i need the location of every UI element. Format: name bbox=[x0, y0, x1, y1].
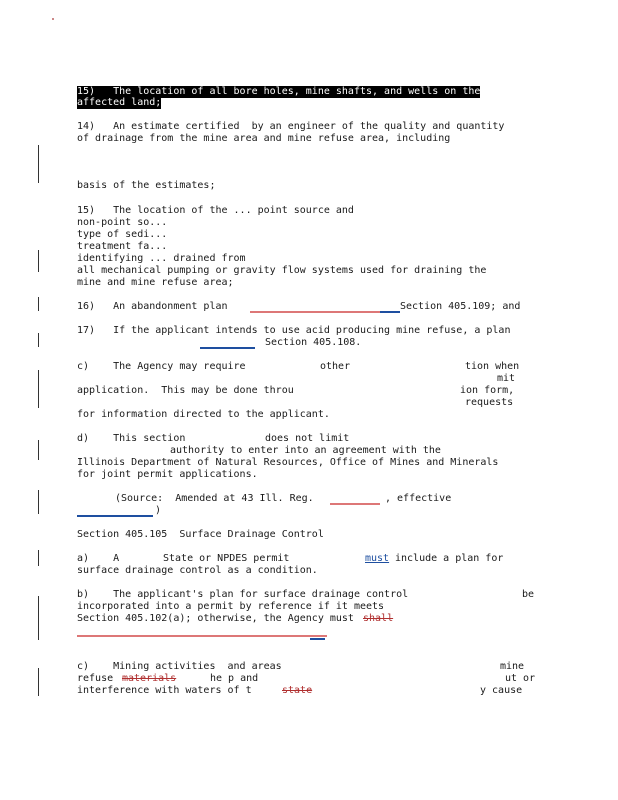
c2-line-2: refuse bbox=[77, 673, 114, 684]
inserted-text bbox=[310, 638, 325, 640]
item-13-line-2: affected land; bbox=[77, 97, 162, 108]
b-line-1: b) The applicant's plan for surface drainage control bbox=[77, 589, 409, 600]
c2-line-2c: ut or bbox=[505, 673, 536, 684]
b-line-1b: be bbox=[522, 589, 535, 600]
inserted-text bbox=[380, 311, 400, 313]
item-16-line-1: 16) An abandonment plan bbox=[77, 301, 228, 312]
scan-speck bbox=[52, 18, 54, 20]
change-bar bbox=[38, 596, 39, 640]
item-15-line-5: identifying ... drained from bbox=[77, 253, 246, 264]
item-16-line-1-end: Section 405.109; and bbox=[400, 301, 521, 312]
change-bar bbox=[38, 250, 39, 272]
item-17-line-1: 17) If the applicant intends to use acid producing mine refuse, a plan bbox=[77, 325, 511, 336]
item-13-line-1: 15) The location of all bore holes, mine shafts, and wells on the bbox=[77, 86, 481, 97]
source-line-1: (Source: Amended at 43 Ill. Reg. bbox=[115, 493, 314, 504]
c-line-1c: tion when bbox=[465, 361, 520, 372]
deleted-text bbox=[197, 635, 327, 637]
c2-line-1b: mine bbox=[500, 661, 525, 672]
a-inserted: must bbox=[365, 553, 390, 564]
d-line-3: Illinois Department of Natural Resources, Office of Mines and Minerals bbox=[77, 457, 499, 468]
change-bar bbox=[38, 370, 39, 408]
change-bar bbox=[38, 297, 39, 311]
item-15-line-7: mine and mine refuse area; bbox=[77, 277, 234, 288]
d-line-1b: does not limit bbox=[265, 433, 350, 444]
a-line-1c: include a plan for bbox=[395, 553, 504, 564]
b-line-2: incorporated into a permit by reference if it meets bbox=[77, 601, 385, 612]
c-line-2: mit bbox=[497, 373, 516, 384]
source-line-2: ) bbox=[155, 505, 162, 516]
item-15-line-2: non-point so... bbox=[77, 217, 168, 228]
item-14-line-1: 14) An estimate certified by an engineer of the quality and quantity bbox=[77, 121, 505, 132]
d-line-2: authority to enter into an agreement with the bbox=[170, 445, 441, 456]
item-15-line-1: 15) The location of the ... point source and bbox=[77, 205, 354, 216]
item-15-line-6: all mechanical pumping or gravity flow systems used for draining the bbox=[77, 265, 487, 276]
a-line-1b: State or NPDES permit bbox=[163, 553, 290, 564]
c2-deleted: materials bbox=[122, 673, 177, 684]
blank-placeholder bbox=[77, 515, 153, 517]
item-14-line-5: basis of the estimates; bbox=[77, 180, 216, 191]
inserted-text bbox=[200, 347, 255, 349]
item-14-line-2: of drainage from the mine area and mine refuse area, including bbox=[77, 133, 451, 144]
c-line-5: for information directed to the applicant. bbox=[77, 409, 330, 420]
c-line-3: application. This may be done throu bbox=[77, 385, 294, 396]
b-deleted: shall bbox=[363, 613, 394, 624]
change-bar bbox=[38, 145, 39, 183]
d-line-1: d) This section bbox=[77, 433, 186, 444]
change-bar bbox=[38, 440, 39, 460]
c-line-3b: ion form, bbox=[460, 385, 515, 396]
change-bar bbox=[38, 490, 39, 514]
d-line-4: for joint permit applications. bbox=[77, 469, 258, 480]
source-line-1b: , effective bbox=[385, 493, 452, 504]
item-15-line-3: type of sedi... bbox=[77, 229, 168, 240]
b-line-3: Section 405.102(a); otherwise, the Agency must bbox=[77, 613, 354, 624]
c2-line-3: interference with waters of t bbox=[77, 685, 252, 696]
change-bar bbox=[38, 668, 39, 696]
c-line-4: requests bbox=[465, 397, 514, 408]
c2-line-2b: he p and bbox=[210, 673, 259, 684]
blank-placeholder bbox=[330, 503, 380, 505]
deleted-text bbox=[250, 311, 380, 313]
item-15-line-4: treatment fa... bbox=[77, 241, 168, 252]
a-line-1: a) A bbox=[77, 553, 120, 564]
c2-deleted-state: state bbox=[282, 685, 313, 696]
deleted-text bbox=[77, 635, 197, 637]
change-bar bbox=[38, 550, 39, 566]
a-line-2: surface drainage control as a condition. bbox=[77, 565, 318, 576]
change-bar bbox=[38, 333, 39, 347]
c2-line-3b: y cause bbox=[480, 685, 523, 696]
c-line-1: c) The Agency may require bbox=[77, 361, 246, 372]
c2-line-1: c) Mining activities and areas bbox=[77, 661, 282, 672]
c-line-1b: other bbox=[320, 361, 351, 372]
section-heading: Section 405.105 Surface Drainage Control bbox=[77, 529, 324, 540]
item-17-line-2: Section 405.108. bbox=[265, 337, 362, 348]
